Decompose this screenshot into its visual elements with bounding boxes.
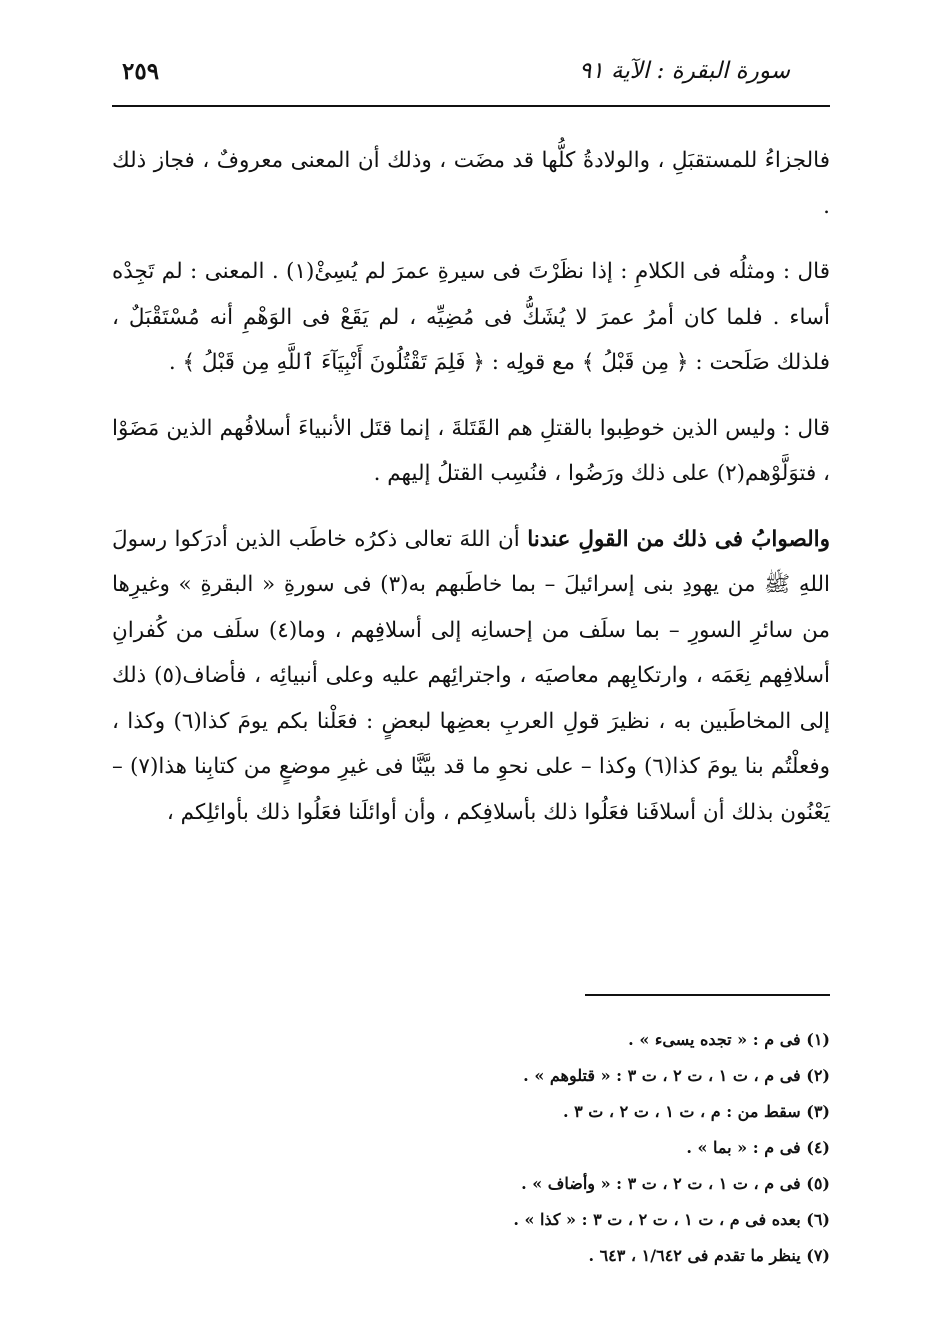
footnote-1: (١) فى م : « تجده يسىء » . [628, 1030, 830, 1049]
paragraph-2: قال : ومثلُه فى الكلامِ : إذا نظَرْتَ فى سيرةِ عمرَ لم يُسِئْ(١) . المعنى : لم تَجِدْه أساء . فلما كان أمرُ عمرَ لا يُشَكُّ فى مُضِيِّه ، لم يَقَعْ فى الوَهْمِ أنه مُسْتَقْبَلٌ ، فلذلك صَلَحت : ﴿ مِن قَبْلُ ﴾ مع قولِه : ﴿ فَلِمَ تَقْتُلُونَ أَنْبِيَآءَ ٱللَّهِ مِن قَبْلُ ﴾ . [112, 259, 830, 375]
page-header [112, 58, 830, 98]
main-text [112, 138, 830, 835]
footnote-4: (٤) فى م : « بما » . [686, 1138, 830, 1157]
footnote-7: (٧) ينظر ما تقدم فى ١/٦٤٢ ، ٦٤٣ . [588, 1246, 830, 1265]
paragraph-4-text: أن اللهَ تعالى ذكرُه خاطَب الذين أدرَكوا رسولَ اللهِ ﷺ من يهودِ بنى إسرائيلَ – بما خاطَبهم به(٣) فى سورةِ « البقرةِ » وغيرِها من سائرِ السورِ – بما سلَف من إحسانِه إلى أسلافِهم ، وما(٤) سلَف من كُفرانِ أسلافِهم نِعَمَه ، وارتكابِهم معاصيَه ، واجترائِهم عليه وعلى أنبيائِه ، فأضاف(٥) ذلك إلى المخاطَبين به ، نظيرَ قولِ العربِ بعضِها لبعضٍ : فعَلْنا بكم يومَ كذا(٦) وكذا ، وفعلْتُم بنا يومَ كذا(٦) وكذا – على نحوِ ما قد بيَّنَّا فى غيرِ موضعٍ من كتابِنا هذا(٧) – يَعْنُون بذلك أن أسلافَنا فعَلُوا ذلك بأسلافِكم ، وأن أوائلَنا فعَلُوا ذلك بأوائلِكم ، [112, 526, 831, 825]
header-divider [112, 105, 830, 107]
footnote-3: (٣) سقط من : م ، ت ١ ، ت ٢ ، ت ٣ . [562, 1102, 830, 1121]
footnotes [310, 1022, 830, 1274]
paragraph-3: قال : وليس الذين خوطِبوا بالقتلِ هم القَتَلةَ ، إنما قتَل الأنبياءَ أسلافُهم الذين مَضَوْا ، فتوَلَّوْهم(٢) على ذلك ورَضُوا ، فنُسِب القتلُ إليهم . [112, 415, 830, 486]
running-title: سورة البقرة : الآية ٩١ [579, 58, 790, 84]
paragraph-1: فالجزاءُ للمستقبَلِ ، والولادةُ كلُّها قد مضَت ، وذلك أن المعنى معروفٌ ، فجاز ذلك . [112, 148, 830, 219]
paragraph-4 [112, 517, 830, 836]
paragraph-4-lead: والصوابُ فى ذلك من القولِ عندنا [527, 526, 831, 552]
footnote-5: (٥) فى م ، ت ١ ، ت ٢ ، ت ٣ : « وأضاف » . [521, 1174, 830, 1193]
footnote-divider [585, 994, 830, 996]
page-number: ٢٥٩ [122, 58, 160, 85]
footnote-6: (٦) بعده فى م ، ت ١ ، ت ٢ ، ت ٣ : « كذا » . [513, 1210, 830, 1229]
footnote-2: (٢) فى م ، ت ١ ، ت ٢ ، ت ٣ : « قتلوهم » . [523, 1066, 830, 1085]
